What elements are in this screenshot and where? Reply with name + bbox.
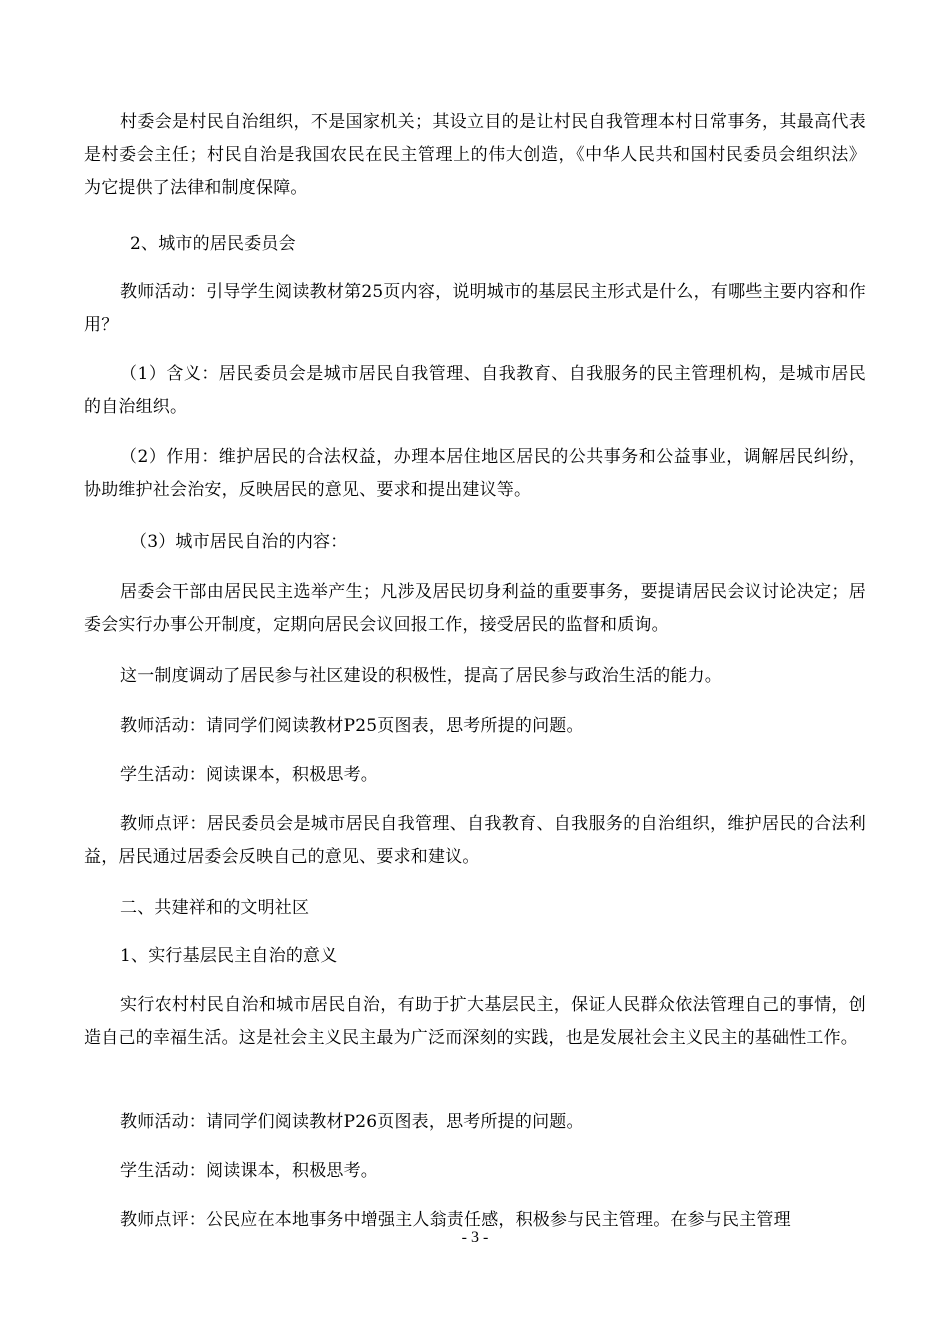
section-heading-community: 二、共建祥和的文明社区 <box>120 898 310 918</box>
paragraph-teacher-activity-1: 教师活动：引导学生阅读教材第25页内容，说明城市的基层民主形式是什么，有哪些主要内容和作用？ <box>84 282 866 335</box>
paragraph-student-activity-2: 学生活动：阅读课本，积极思考。 <box>120 1161 378 1181</box>
paragraph-teacher-activity-3: 教师活动：请同学们阅读教材P26页图表，思考所提的问题。 <box>120 1112 584 1132</box>
page-number: - 3 - <box>461 1229 489 1246</box>
heading-residents-committee: 2、城市的居民委员会 <box>130 234 296 254</box>
paragraph-teacher-comment-1: 教师点评：居民委员会是城市居民自我管理、自我教育、自我服务的自治组织，维护居民的合法利益，居民通过居委会反映自己的意见、要求和建议。 <box>84 814 866 867</box>
paragraph-teacher-comment-2: 教师点评：公民应在本地事务中增强主人翁责任感，积极参与民主管理。在参与民主管理 <box>120 1210 791 1230</box>
paragraph-function: （2）作用：维护居民的合法权益，办理本居住地区居民的公共事务和公益事业，调解居民纠纷，协助维护社会治安，反映居民的意见、要求和提出建议等。 <box>84 447 866 500</box>
paragraph-village-committee: 村委会是村民自治组织，不是国家机关；其设立目的是让村民自我管理本村日常事务，其最高代表是村委会主任；村民自治是我国农民在民主管理上的伟大创造，《中华人民共和国村民委员会组织法》为它提供了法律和制度保障。 <box>84 112 866 198</box>
paragraph-student-activity-1: 学生活动：阅读课本，积极思考。 <box>120 765 378 785</box>
paragraph-definition: （1）含义：居民委员会是城市居民自我管理、自我教育、自我服务的民主管理机构，是城市居民的自治组织。 <box>84 364 866 417</box>
paragraph-content: 居委会干部由居民民主选举产生；凡涉及居民切身利益的重要事务，要提请居民会议讨论决定；居委会实行办事公开制度，定期向居民会议回报工作，接受居民的监督和质询。 <box>84 582 866 635</box>
paragraph-teacher-activity-2: 教师活动：请同学们阅读教材P25页图表，思考所提的问题。 <box>120 716 584 736</box>
paragraph-content-heading: （3）城市居民自治的内容： <box>130 532 348 552</box>
subheading-significance: 1、实行基层民主自治的意义 <box>120 946 338 966</box>
paragraph-significance: 实行农村村民自治和城市居民自治，有助于扩大基层民主，保证人民群众依法管理自己的事情，创造自己的幸福生活。这是社会主义民主最为广泛而深刻的实践，也是发展社会主义民主的基础性工作。 <box>84 995 866 1048</box>
paragraph-system-effect: 这一制度调动了居民参与社区建设的积极性，提高了居民参与政治生活的能力。 <box>120 666 722 686</box>
